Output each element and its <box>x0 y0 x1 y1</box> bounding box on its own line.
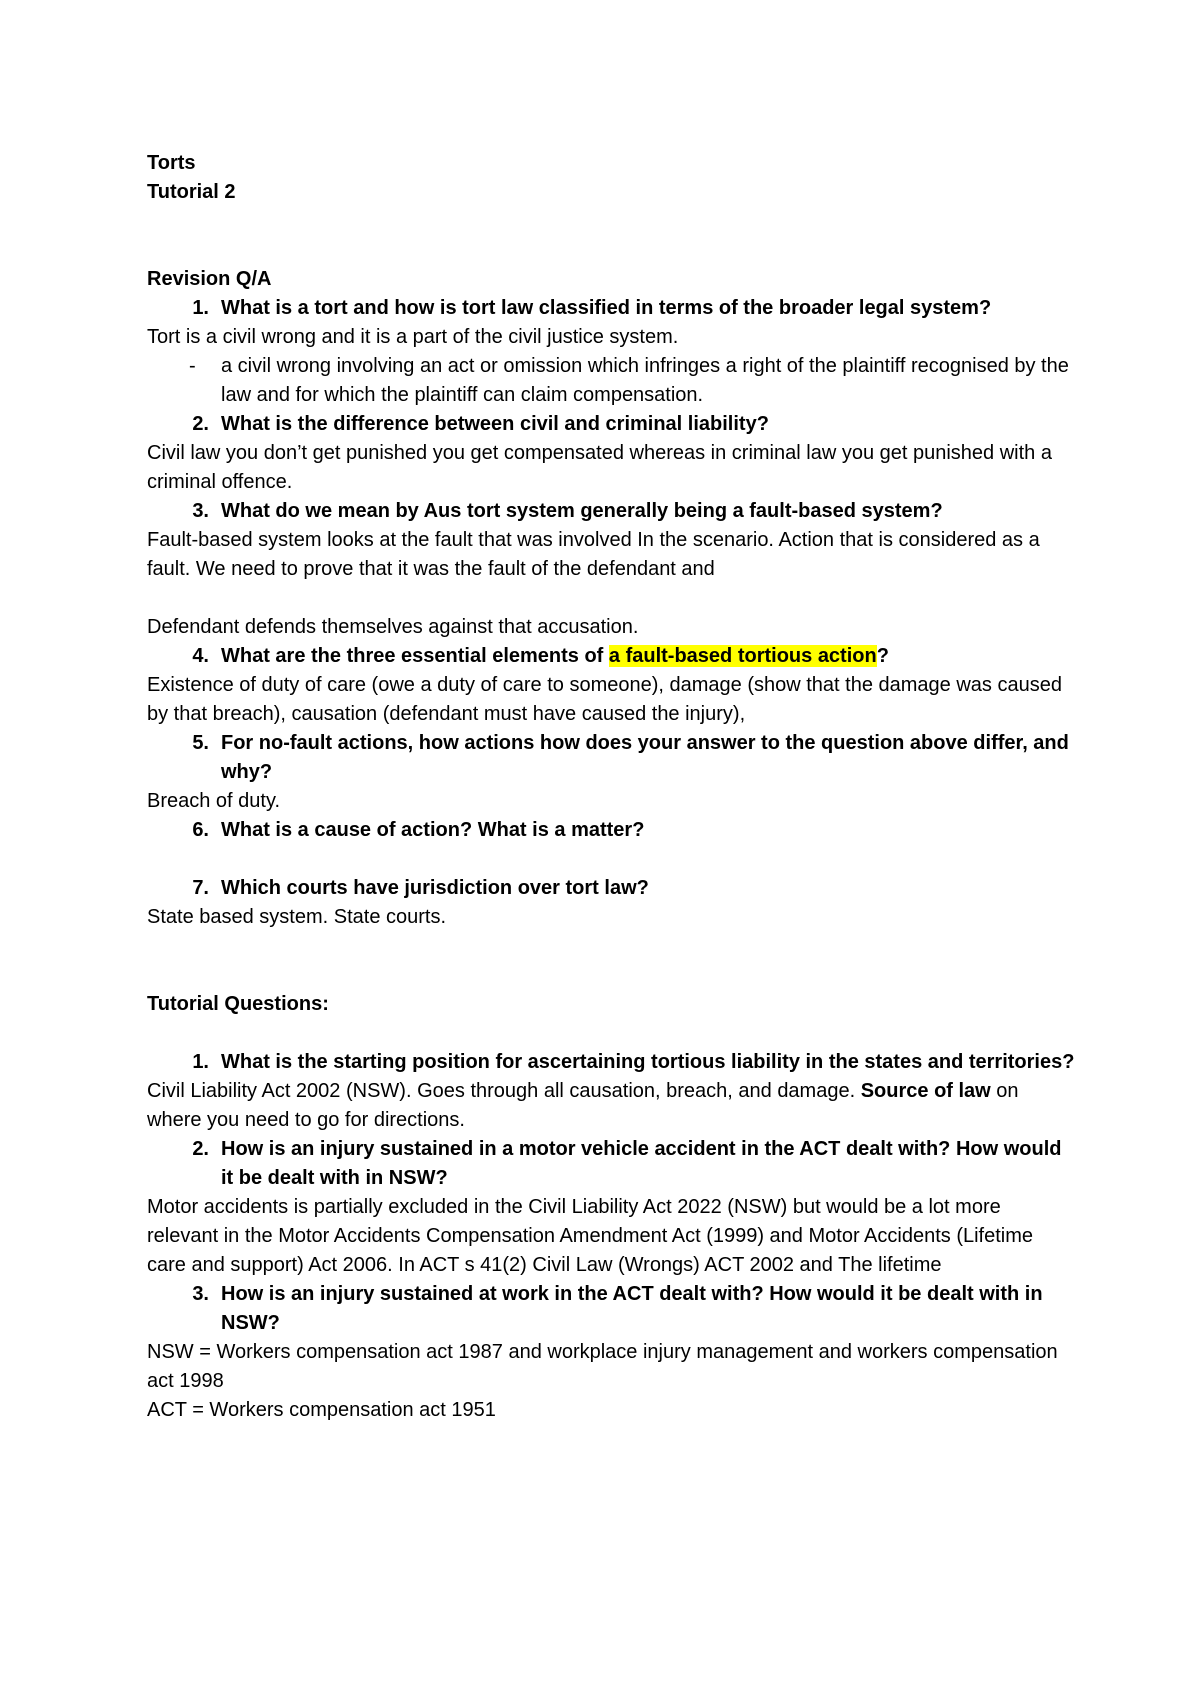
question-text: What is the starting position for ascertaining tortious liability in the states and territories? <box>221 1051 1075 1073</box>
bullet-dash: - <box>189 355 196 377</box>
revision-question-1 <box>147 294 1077 323</box>
question-text: What do we mean by Aus tort system generally being a fault-based system? <box>221 500 943 522</box>
question-text: What is a cause of action? What is a matter? <box>221 819 645 841</box>
answer-text-end: on where you need to go for directions. <box>147 1080 1019 1131</box>
revision-question-2 <box>147 410 1077 439</box>
tutorial-question-2 <box>147 1135 1077 1193</box>
question-text: Which courts have jurisdiction over tort law? <box>221 877 649 899</box>
question-text: For no-fault actions, how actions how does your answer to the question above differ, and why? <box>221 732 1069 783</box>
revision-question-5 <box>147 729 1077 787</box>
revision-heading: Revision Q/A <box>147 268 272 290</box>
question-number: 2. <box>192 413 209 435</box>
revision-answer-1-bullet <box>147 352 1077 410</box>
question-text-end: ? <box>876 645 889 667</box>
document-body <box>147 149 1077 1425</box>
question-text: What is a tort and how is tort law classified in terms of the broader legal system? <box>221 297 992 319</box>
doc-title: Torts <box>147 152 196 174</box>
question-text-start: What are the three essential elements of <box>221 645 609 667</box>
question-number: 2. <box>192 1138 209 1160</box>
revision-question-6 <box>147 816 1077 845</box>
question-text: How is an injury sustained in a motor vehicle accident in the ACT dealt with? How would it be dealt with in NSW? <box>221 1138 1062 1189</box>
revision-answer-3: Fault-based system looks at the fault that was involved In the scenario. Action that is considered as a fault. We need to prove that it was the fault of the defendant and <box>147 529 1040 580</box>
doc-subtitle: Tutorial 2 <box>147 181 236 203</box>
revision-answer-1: Tort is a civil wrong and it is a part of the civil justice system. <box>147 326 679 348</box>
bullet-text: a civil wrong involving an act or omission which infringes a right of the plaintiff recognised by the law and for which the plaintiff can claim compensation. <box>221 355 1069 406</box>
question-number: 3. <box>192 500 209 522</box>
tutorial-answer-1 <box>147 1077 1077 1135</box>
tutorial-question-3 <box>147 1280 1077 1338</box>
revision-question-4 <box>147 642 1077 671</box>
question-number: 5. <box>192 732 209 754</box>
tutorial-answer-3-nsw: NSW = Workers compensation act 1987 and workplace injury management and workers compensation act 1998 <box>147 1341 1058 1392</box>
revision-question-7 <box>147 874 1077 903</box>
tutorial-answer-3-act: ACT = Workers compensation act 1951 <box>147 1399 496 1421</box>
question-number: 1. <box>192 1051 209 1073</box>
highlighted-text: a fault-based tortious action <box>608 645 877 667</box>
tutorial-heading: Tutorial Questions: <box>147 993 329 1015</box>
revision-answer-4: Existence of duty of care (owe a duty of care to someone), damage (show that the damage was caused by that breach), causation (defendant must have caused the injury), <box>147 674 1062 725</box>
revision-answer-3-continued: Defendant defends themselves against that accusation. <box>147 616 639 638</box>
revision-answer-5: Breach of duty. <box>147 790 281 812</box>
question-number: 4. <box>192 645 209 667</box>
question-number: 6. <box>192 819 209 841</box>
revision-answer-7: State based system. State courts. <box>147 906 447 928</box>
tutorial-answer-2: Motor accidents is partially excluded in the Civil Liability Act 2022 (NSW) but would be a lot more relevant in the Motor Accidents Compensation Amendment Act (1999) and Motor Accidents (Lifetime care and support) Act 2006. In ACT s 41(2) Civil Law (Wrongs) ACT 2002 and The lifetime <box>147 1196 1034 1276</box>
answer-text: Civil Liability Act 2002 (NSW). Goes through all causation, breach, and damage. <box>147 1080 861 1102</box>
revision-question-3 <box>147 497 1077 526</box>
tutorial-question-1 <box>147 1048 1077 1077</box>
question-text: How is an injury sustained at work in the ACT dealt with? How would it be dealt with in NSW? <box>221 1283 1043 1334</box>
question-number: 1. <box>192 297 209 319</box>
revision-answer-2: Civil law you don’t get punished you get compensated whereas in criminal law you get punished with a criminal offence. <box>147 442 1052 493</box>
question-number: 3. <box>192 1283 209 1305</box>
question-text: What is the difference between civil and criminal liability? <box>221 413 769 435</box>
answer-bold-text: Source of law <box>860 1080 991 1102</box>
question-number: 7. <box>192 877 209 899</box>
question-text <box>221 642 1077 671</box>
